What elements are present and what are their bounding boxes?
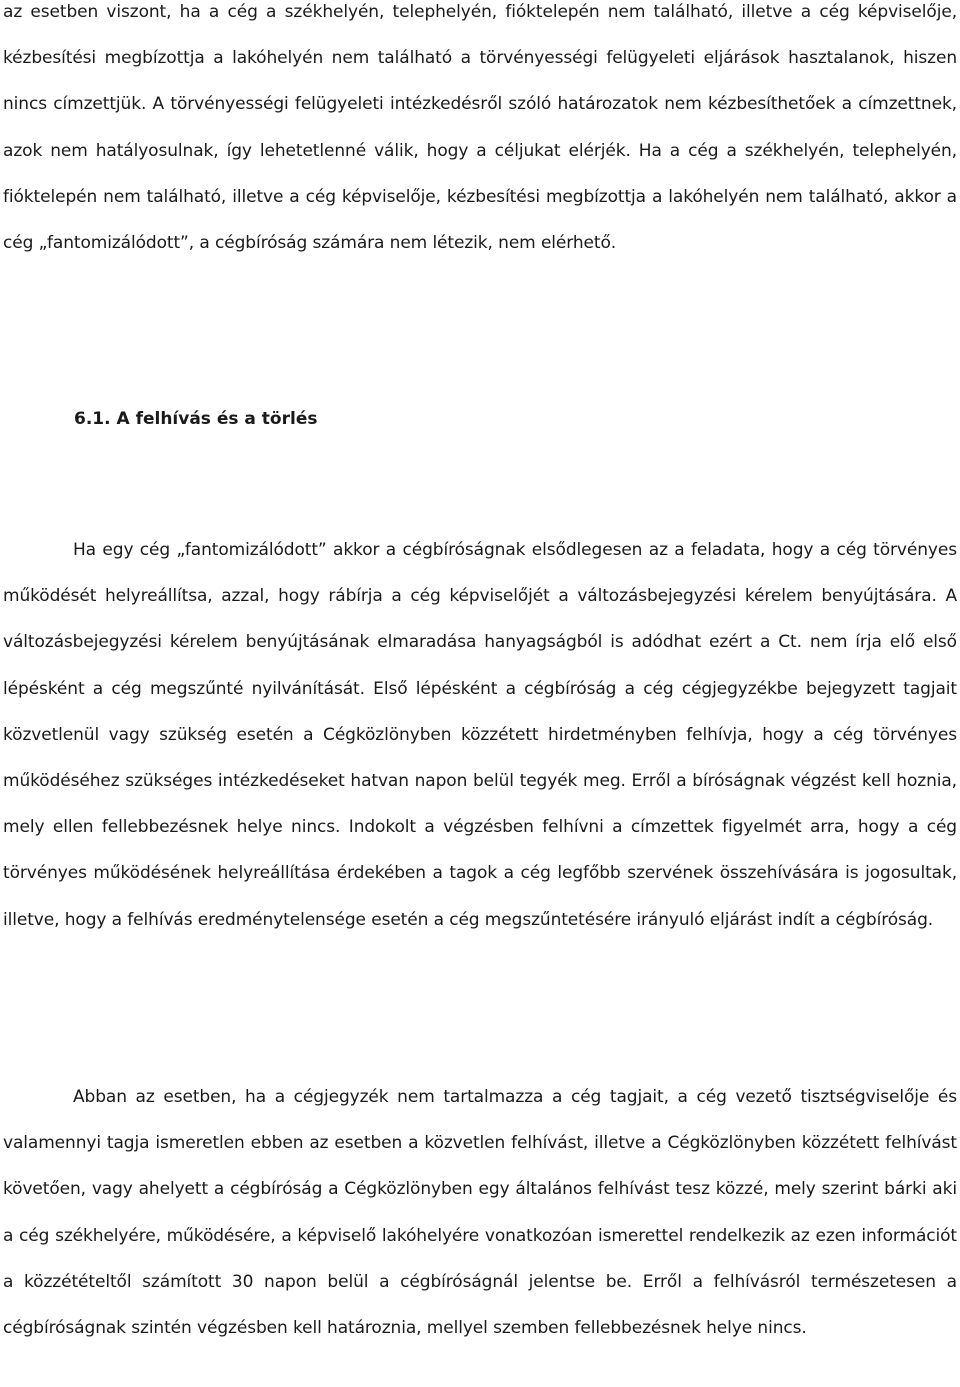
paragraph-notice: Ha egy cég „fantomizálódott” akkor a cégbíróságnak elsődlegesen az a feladata, hogy a cég törvényes működését helyreállítsa, azzal, hogy rábírja a cég képviselőjét a változásbejegyzési kérelem benyújtására. A változásbejegyzési kérelem benyújtásának elmaradása hanyagságból is adódhat ezért a Ct. nem írja elő első lépésként a cég megszűnté nyilvánítását. Első lépésként a cégbíróság a cég cégjegyzékbe bejegyzett tagjait közvetlenül vagy szükség esetén a Cégközlönyben közzétett hirdetményben felhívja, hogy a cég törvényes működéséhez szükséges intézkedéseket hatvan napon belül tegyék meg. Erről a bíróságnak végzést kell hoznia, mely ellen fellebbezésnek helye nincs. Indokolt a végzésben felhívni a címzettek figyelmét arra, hogy a cég törvényes működésének helyreállítása érdekében a tagok a cég legfőbb szervének összehívására is jogosultak, illetve, hogy a felhívás eredménytelensége esetén a cég megszűntetésére irányuló eljárást indít a cégbíróság.	[3, 540, 957, 930]
paragraph-intro: az esetben viszont, ha a cég a székhelyén, telephelyén, fióktelepén nem található, illetve a cég képviselője, kézbesítési megbízottja a lakóhelyén nem található a törvényességi felügyeleti eljárások hasztalanok, hiszen nincs címzettjük. A törvényességi felügyeleti intézkedésről szóló határozatok nem kézbesíthetőek a címzettnek, azok nem hatályosulnak, így lehetetlenné válik, hogy a céljukat elérjék. Ha a cég a székhelyén, telephelyén, fióktelepén nem található, illetve a cég képviselője, kézbesítési megbízottja a lakóhelyén nem található, akkor a cég „fantomizálódott”, a cégbíróság számára nem létezik, nem elérhető.	[3, 2, 957, 254]
paragraph-unknown-members: Abban az esetben, ha a cégjegyzék nem tartalmazza a cég tagjait, a cég vezető tisztségviselője és valamennyi tagja ismeretlen ebben az esetben a közvetlen felhívást, illetve a Cégközlönyben közzétett felhívást követően, vagy ahelyett a cégbíróság a Cégközlönyben egy általános felhívást tesz közzé, mely szerint bárki aki a cég székhelyére, működésére, a képviselő lakóhelyére vonatkozóan ismerettel rendelkezik az ezen információt a közzétételtől számított 30 napon belül a cégbíróságnál jelentse be. Erről a felhívásról természetesen a cégbíróságnak szintén végzésben kell határoznia, mellyel szemben fellebbezésnek helye nincs.	[3, 1087, 957, 1339]
section-heading: 6.1. A felhívás és a törlés	[74, 409, 318, 429]
